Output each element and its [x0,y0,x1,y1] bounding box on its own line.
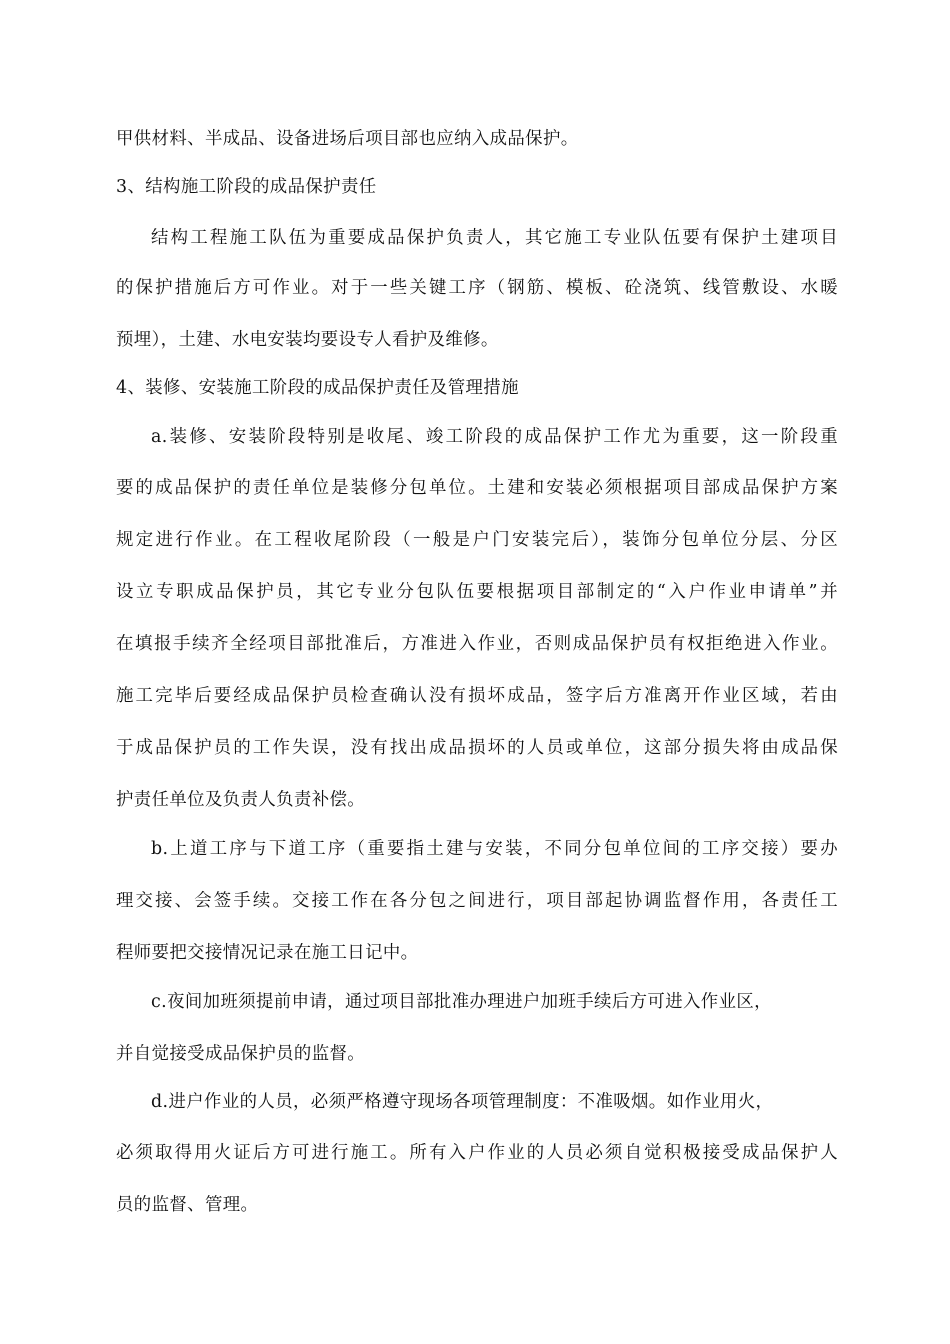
text-line: c.夜间加班须提前申请，通过项目部批准办理进户加班手续后方可进入作业区， [151,992,772,1012]
text-line: d.进户作业的人员，必须严格遵守现场各项管理制度：不准吸烟。如作业用火， [151,1092,774,1112]
text-line: 程师要把交接情况记录在施工日记中。 [116,943,419,963]
text-line: 必须取得用火证后方可进行施工。所有入户作业的人员必须自觉积极接受成品保护人 [116,1143,838,1163]
text-line: 结构工程施工队伍为重要成品保护负责人，其它施工专业队伍要有保护土建项目 [151,228,838,248]
section-heading-3: 3、结构施工阶段的成品保护责任 [116,177,377,197]
text-line: 并自觉接受成品保护员的监督。 [116,1044,366,1064]
text-line: 的保护措施后方可作业。对于一些关键工序（钢筋、模板、砼浇筑、线管敷设、水暖 [116,278,838,298]
text-line: 要的成品保护的责任单位是装修分包单位。土建和安装必须根据项目部成品保护方案 [116,478,838,498]
section-heading-4: 4、装修、安装施工阶段的成品保护责任及管理措施 [116,378,519,398]
text-line: a.装修、安装阶段特别是收尾、竣工阶段的成品保护工作尤为重要，这一阶段重 [151,427,838,447]
text-line: 理交接、会签手续。交接工作在各分包之间进行，项目部起协调监督作用，各责任工 [116,891,838,911]
text-line: 护责任单位及负责人负责补偿。 [116,790,366,810]
text-line: 在填报手续齐全经项目部批准后，方准进入作业，否则成品保护员有权拒绝进入作业。 [116,634,838,654]
text-line: 员的监督、管理。 [116,1195,259,1215]
text-line: 预埋），土建、水电安装均要设专人看护及维修。 [116,330,499,350]
text-line: 施工完毕后要经成品保护员检查确认没有损坏成品，签字后方准离开作业区域，若由 [116,686,838,706]
text-line: 规定进行作业。在工程收尾阶段（一般是户门安装完后），装饰分包单位分层、分区 [116,530,838,550]
text-line: b.上道工序与下道工序（重要指土建与安装，不同分包单位间的工序交接）要办 [151,839,838,859]
text-line: 设立专职成品保护员，其它专业分包队伍要根据项目部制定的“入户作业申请单”并 [116,582,838,602]
text-line: 甲供材料、半成品、设备进场后项目部也应纳入成品保护。 [116,129,579,149]
text-line: 于成品保护员的工作失误，没有找出成品损坏的人员或单位，这部分损失将由成品保 [116,738,838,758]
